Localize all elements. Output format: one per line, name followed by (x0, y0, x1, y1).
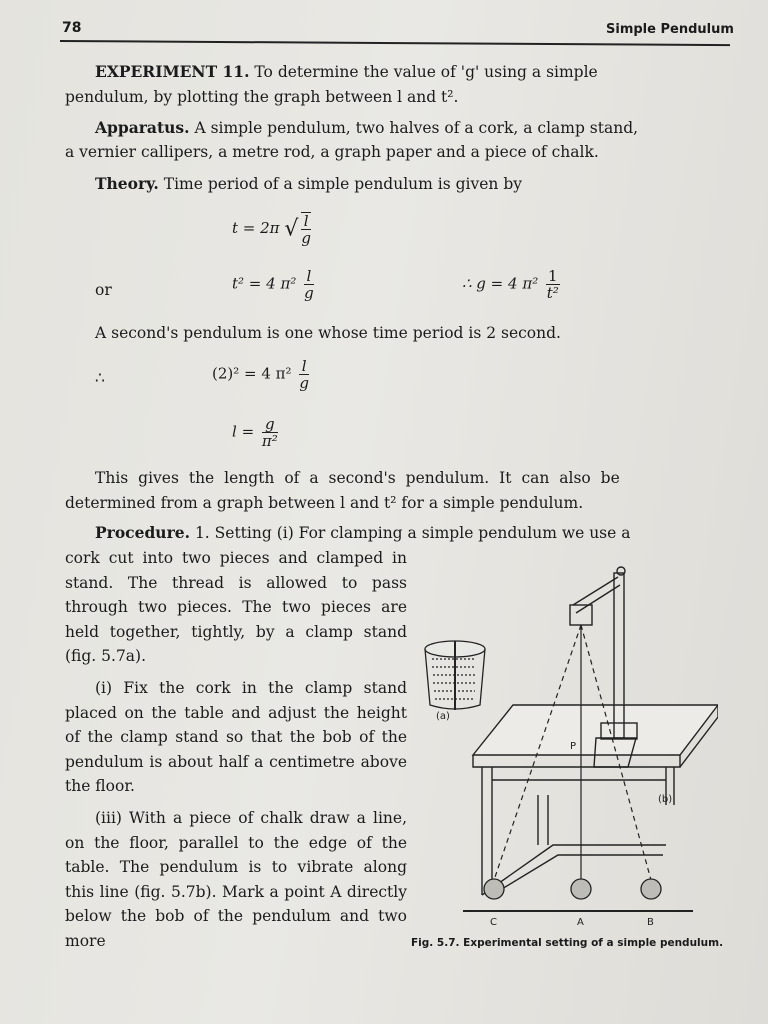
apparatus-label: Apparatus. (95, 118, 190, 137)
eq-g-num: 1 (547, 267, 558, 285)
table-diagram (473, 705, 718, 895)
equation-period-squared (232, 268, 317, 301)
eq3-den: g (299, 374, 309, 392)
procedure-para-3-text: (iii) With a piece of chalk draw a line, on the floor, parallel to the edge of the table. The pendulum is to vibrate along this line (fig. 5.7b). Mark a point A directly below the bob of the pendulum and two more (65, 809, 407, 950)
eq2-lhs: t² = 4 π² (232, 274, 297, 293)
eq4-num: g (262, 416, 278, 433)
experiment-heading (95, 60, 598, 84)
eq1-num: l (301, 213, 311, 230)
procedure-para-3 (65, 806, 407, 953)
eq4-lhs: l = (232, 422, 255, 441)
eq4-fraction (262, 416, 278, 449)
experiment-title-line1: To determine the value of 'g' using a simple (254, 63, 598, 81)
experiment-title-line2: pendulum, by plotting the graph between l and t². (65, 88, 459, 106)
theory-text: Time period of a simple pendulum is given by (163, 175, 523, 193)
sqrt-sign: √ (284, 216, 299, 242)
equation-length (232, 416, 281, 449)
eq-g-lhs: ∴ g = 4 π² (462, 274, 539, 293)
apparatus-line1: A simple pendulum, two halves of a cork, a clamp stand, (194, 119, 639, 137)
label-b: (b) (658, 794, 673, 805)
eq1-fraction (301, 212, 311, 246)
equation-g (462, 268, 563, 301)
label-a: (a) (436, 711, 450, 722)
point-c: C (490, 917, 497, 928)
eq3-fraction (299, 358, 309, 391)
equation-period (232, 212, 314, 246)
theory-label: Theory. (95, 174, 159, 193)
procedure-heading (95, 521, 630, 545)
eq3-num: l (299, 358, 309, 375)
cork-diagram (425, 641, 485, 710)
equation-two-seconds (212, 358, 312, 391)
eq2-num: l (304, 268, 314, 285)
or-word: or (95, 281, 112, 299)
point-a: A (577, 917, 584, 928)
procedure-para-1 (65, 546, 407, 669)
running-title: Simple Pendulum (606, 22, 734, 37)
pendulum-bobs (484, 879, 661, 899)
theory-heading (95, 172, 522, 196)
eq3-lhs: (2)² = 4 π² (212, 364, 292, 383)
eq4-den: π² (261, 432, 278, 450)
eq1-lhs: t = 2π (232, 219, 280, 237)
gives-line1: This gives the length of a second's pendulum. It can also be (95, 469, 620, 487)
apparatus-heading (95, 116, 638, 140)
header-rule (60, 40, 730, 46)
page-number: 78 (62, 20, 82, 36)
apparatus-line2: a vernier callipers, a metre rod, a graph paper and a piece of chalk. (65, 143, 599, 161)
label-p: P (570, 741, 577, 752)
point-b: B (647, 917, 654, 928)
gives-line2: determined from a graph between l and t² for a simple pendulum. (65, 494, 584, 512)
eq-g-den: t² (546, 284, 559, 302)
figure-caption: Fig. 5.7. Experimental setting of a simple pendulum. (411, 937, 724, 949)
procedure-para-2-text: (i) Fix the cork in the clamp stand placed on the table and adjust the height of the clamp stand so that the bob of the pendulum is about half a centimetre above the floor. (65, 679, 407, 795)
eq2-den: g (304, 284, 314, 302)
procedure-label: Procedure. (95, 523, 190, 542)
procedure-para-2 (65, 676, 407, 799)
eq2-fraction (304, 268, 314, 301)
procedure-para-1-text: cork cut into two pieces and clamped in stand. The thread is allowed to pass through two pieces. The two pieces are held together, tightly, by a clamp stand (fig. 5.7a). (65, 549, 407, 665)
seconds-pendulum-definition: A second's pendulum is one whose time period is 2 second. (95, 324, 561, 342)
therefore-symbol: ∴ (95, 369, 105, 387)
eq-g-fraction (546, 268, 560, 301)
procedure-first-line: 1. Setting (i) For clamping a simple pendulum we use a (194, 524, 631, 542)
eq1-den: g (301, 229, 311, 247)
experiment-label: EXPERIMENT 11. (95, 62, 250, 81)
pendulum-figure (418, 555, 718, 940)
